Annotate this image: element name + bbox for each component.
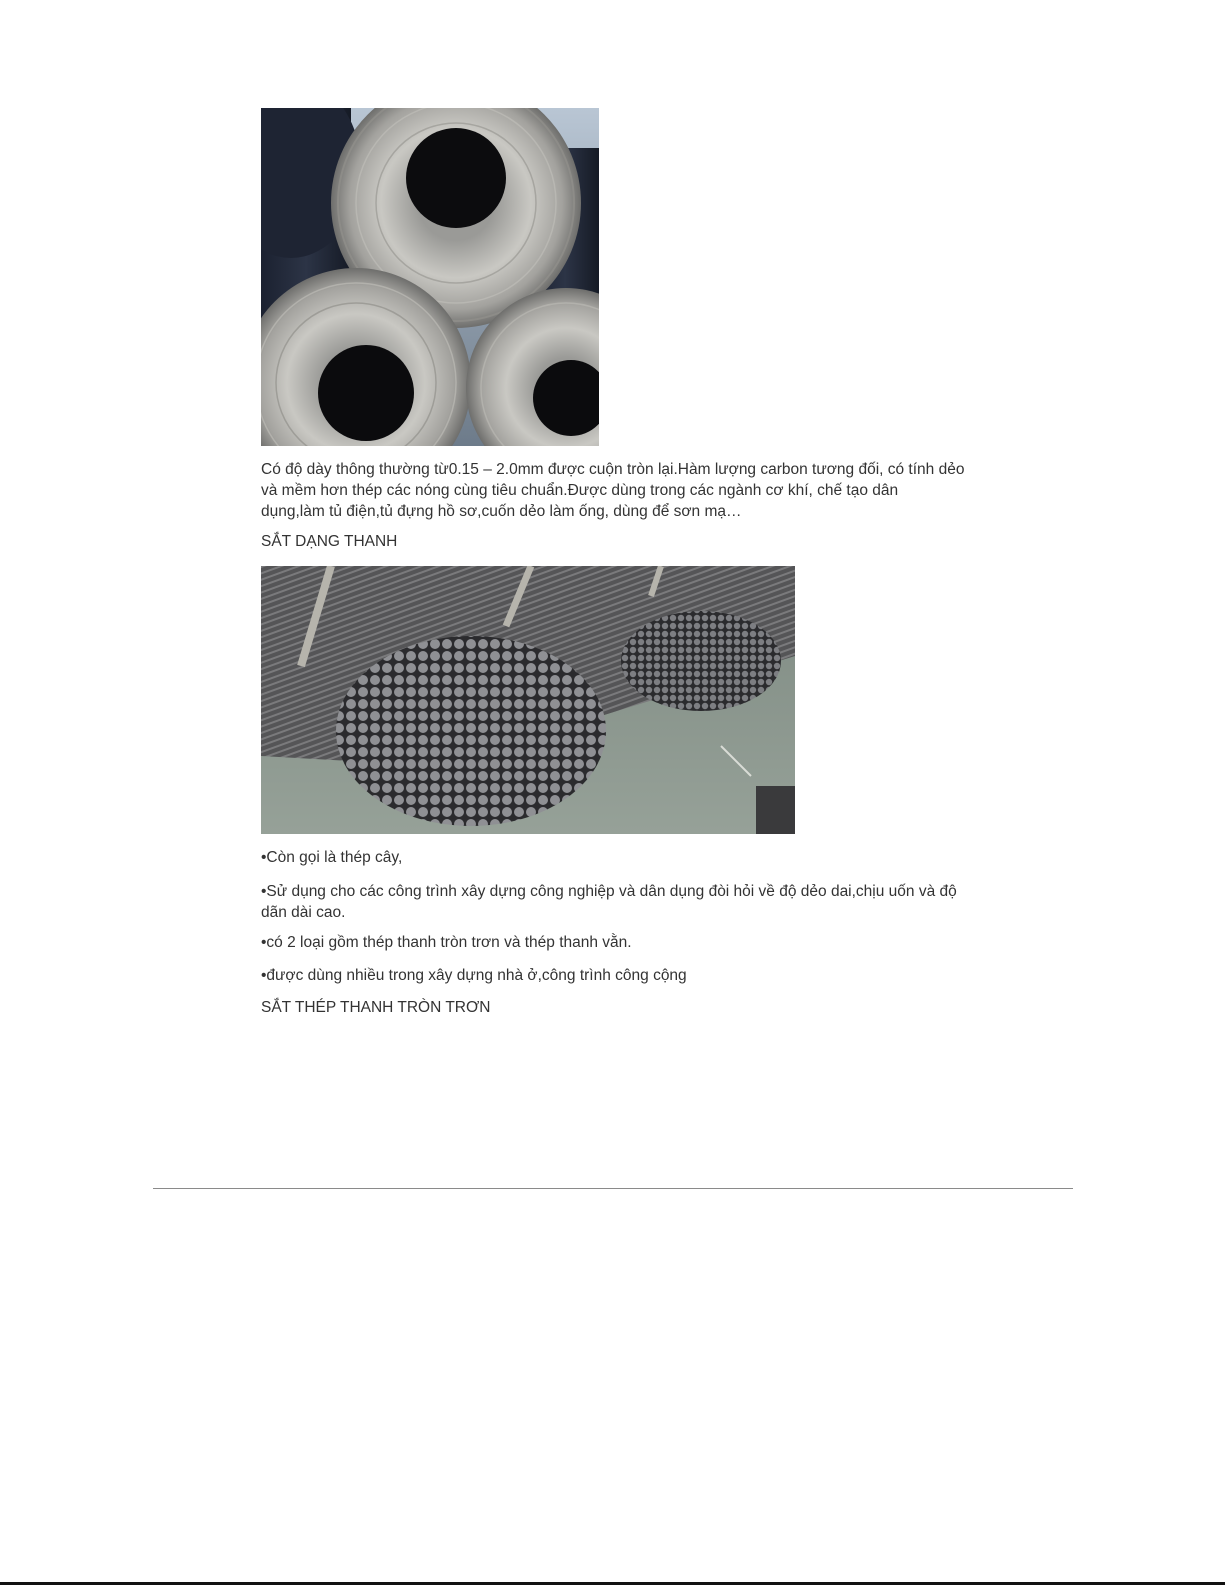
bullet-hai-loai: •có 2 loại gồm thép thanh tròn trơn và thép thanh vằn. (261, 934, 632, 951)
steel-bars-icon (261, 566, 795, 834)
bullet-thep-cay: •Còn gọi là thép cây, (261, 849, 403, 866)
bullet-xay-dung: •được dùng nhiều trong xây dựng nhà ở,công trình công cộng (261, 967, 687, 984)
heading-sat-dang-thanh: SẮT DẠNG THANH (261, 533, 398, 550)
heading-thanh-tron-tron: SẮT THÉP THANH TRÒN TRƠN (261, 999, 491, 1016)
steel-bars-image (261, 566, 795, 834)
steel-coil-image (261, 108, 599, 446)
steel-coil-icon (261, 108, 599, 446)
bullet-su-dung: •Sử dụng cho các công trình xây dựng công nghiệp và dân dụng đòi hỏi về độ dẻo dai,chịu uốn và độ dãn dài cao. (261, 883, 957, 921)
horizontal-divider (153, 1188, 1073, 1189)
coil-description: Có độ dày thông thường từ0.15 – 2.0mm được cuộn tròn lại.Hàm lượng carbon tương đối, có tính dẻo và mềm hơn thép các nóng cùng tiêu chuẩn.Được dùng trong các ngành cơ khí, chế tạo dân dụng,làm tủ điện,tủ đựng hồ sơ,cuốn dẻo làm ống, dùng để sơn mạ… (261, 461, 965, 520)
